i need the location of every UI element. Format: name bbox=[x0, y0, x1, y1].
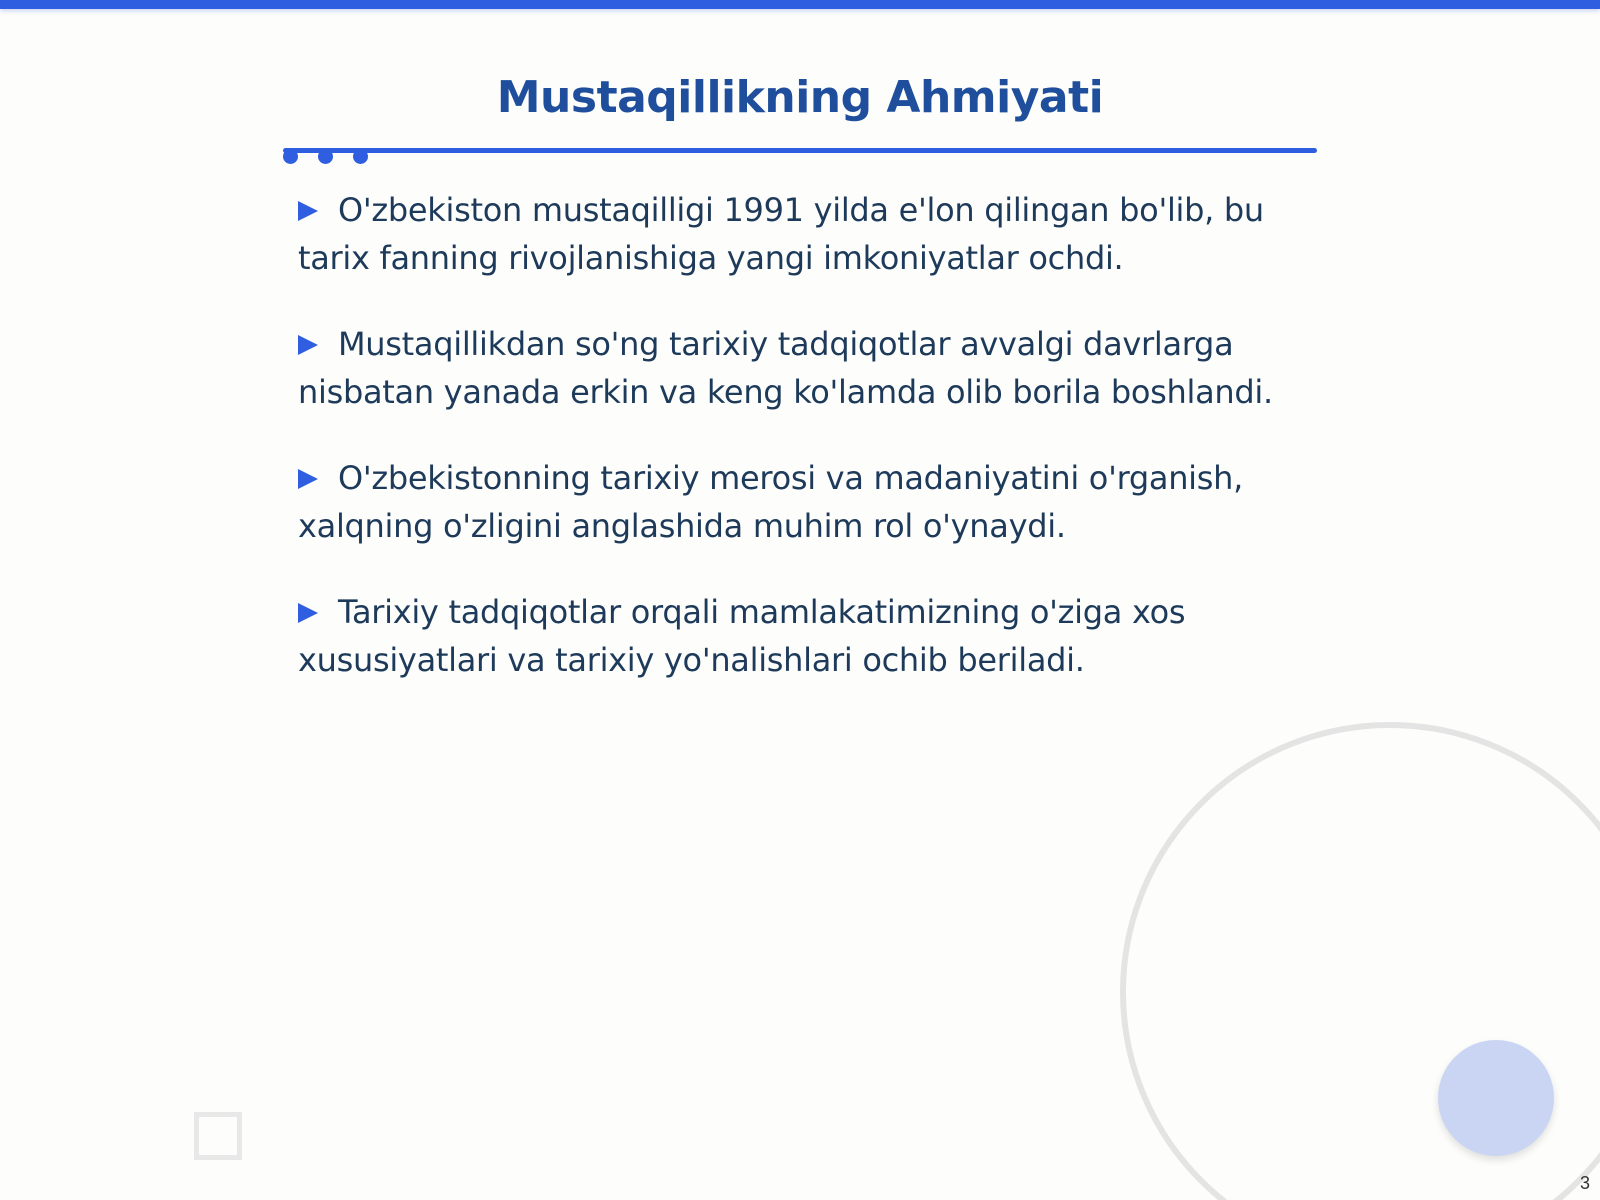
triangle-right-icon bbox=[298, 201, 318, 221]
triangle-right-icon bbox=[298, 469, 318, 489]
underline-dot bbox=[353, 149, 368, 164]
bullet-text: Tarixiy tadqiqotlar orqali mamlakatimizning o'ziga xos xususiyatlari va tarixiy yo'nalishlari ochib beriladi. bbox=[298, 593, 1186, 679]
decorative-square bbox=[194, 1112, 242, 1160]
triangle-right-icon bbox=[298, 603, 318, 623]
bullet-item bbox=[298, 588, 1308, 684]
underline-dot bbox=[318, 149, 333, 164]
bullet-item bbox=[298, 320, 1308, 416]
slide-title: Mustaqillikning Ahmiyati bbox=[496, 72, 1104, 123]
bullet-item bbox=[298, 454, 1308, 550]
triangle-right-icon bbox=[298, 335, 318, 355]
bullet-list bbox=[298, 186, 1308, 722]
page-number: 3 bbox=[1579, 1173, 1590, 1193]
decorative-circle bbox=[1438, 1040, 1554, 1156]
bullet-text: O'zbekiston mustaqilligi 1991 yilda e'lon qilingan bo'lib, bu tarix fanning rivojlanishiga yangi imkoniyatlar ochdi. bbox=[298, 191, 1264, 277]
title-underline bbox=[283, 148, 1317, 153]
top-accent-bar bbox=[0, 0, 1600, 9]
bullet-item bbox=[298, 186, 1308, 282]
bullet-text: O'zbekistonning tarixiy merosi va madaniyatini o'rganish, xalqning o'zligini anglashida muhim rol o'ynaydi. bbox=[298, 459, 1243, 545]
underline-dot bbox=[283, 149, 298, 164]
bullet-text: Mustaqillikdan so'ng tarixiy tadqiqotlar avvalgi davrlarga nisbatan yanada erkin va keng ko'lamda olib borila boshlandi. bbox=[298, 325, 1273, 411]
